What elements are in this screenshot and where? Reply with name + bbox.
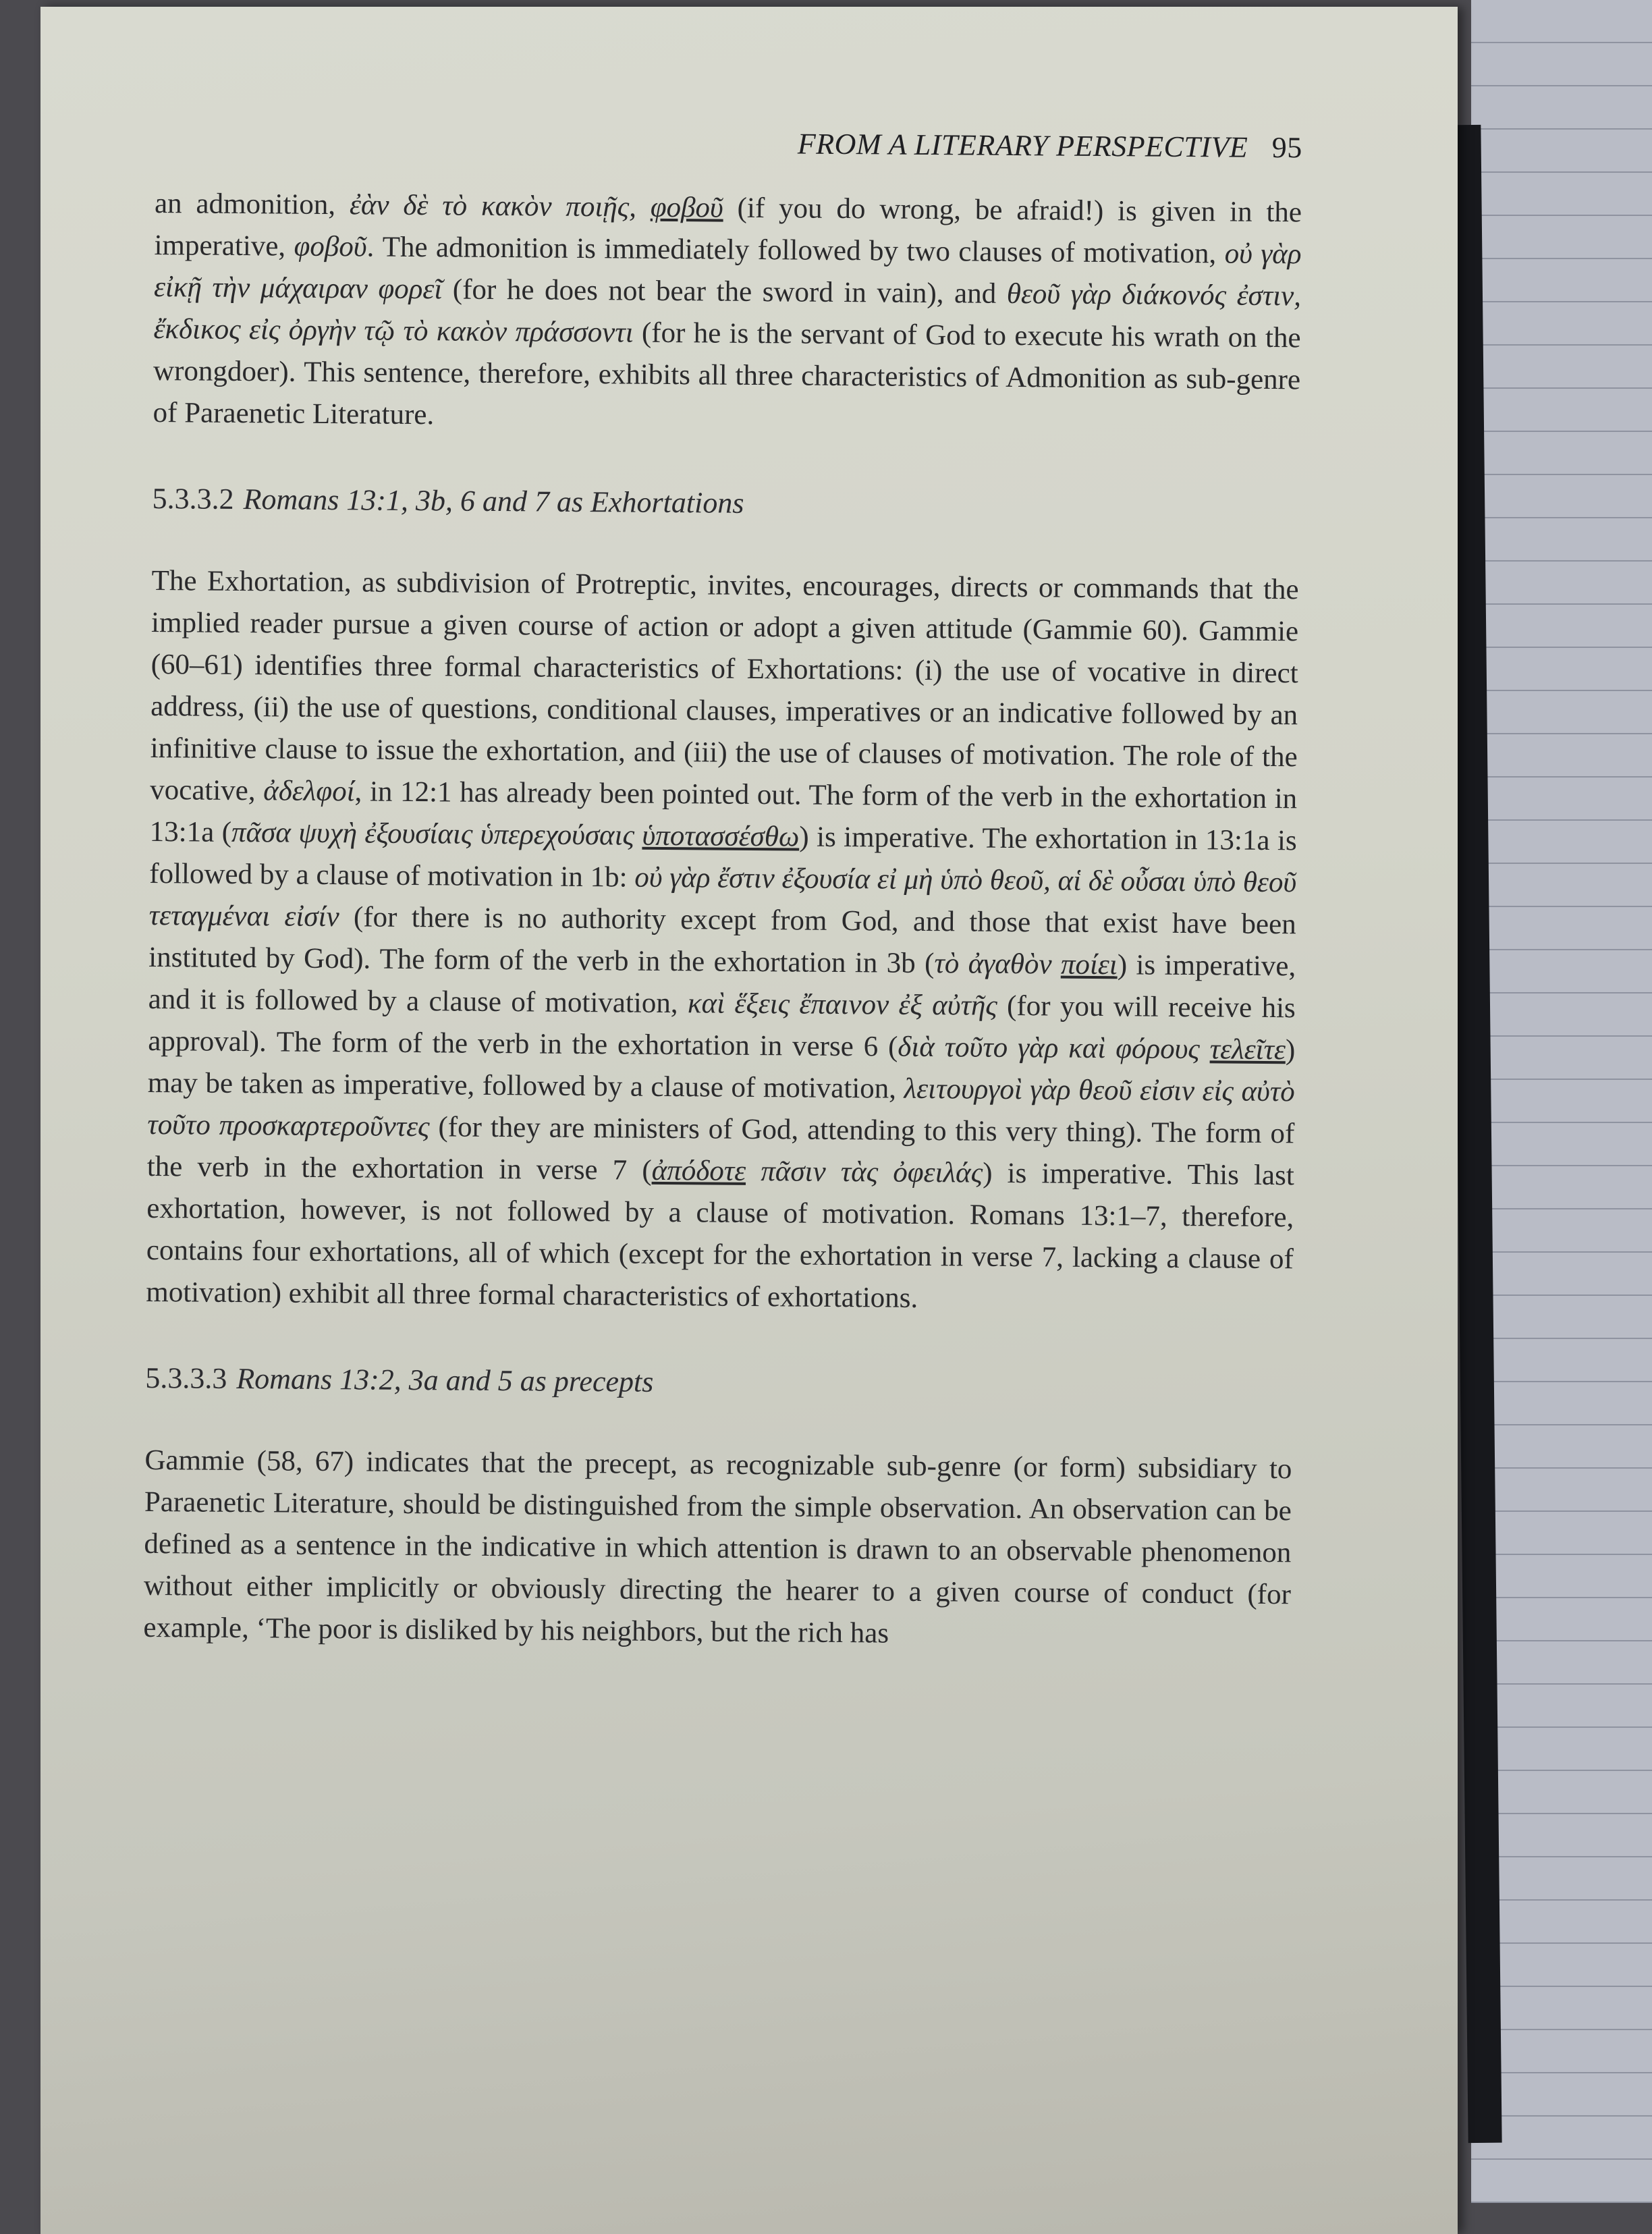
greek-text: οὐ γὰρ ἔστιν ἐξουσία εἰ μὴ ὑπὸ θεοῦ, αἱ δὲ οὖσαι ὑπὸ θεοῦ τεταγμέναι εἰσίν bbox=[148, 861, 1297, 933]
running-head bbox=[155, 121, 1302, 165]
text-run: , in 12:1 has already been pointed out. The form of the verb in the exhortation in 13:1a ( bbox=[149, 775, 1298, 848]
text-run: (for he is the servant of God to execute his wrath on the wrongdoer). This sentence, therefore, exhibits all three characteristics of Admonition as sub-genre of Paraenetic Literature. bbox=[153, 317, 1301, 431]
paragraph-precept: Gammie (58, 67) indicates that the precept, as recognizable sub-genre (or form) subsidiary to Paraenetic Literature, should be distinguished from the simple observation. An observation can be defined as a sentence in the indicative in which attention is drawn to an observable phenomenon without either implicitly or obviously directing the hearer to a given course of conduct (for example, ‘The poor is disliked by his neighbors, but the rich has bbox=[143, 1444, 1292, 1650]
greek-text-underlined: ἀπόδοτε bbox=[651, 1154, 746, 1187]
section-title: Romans 13:1, 3b, 6 and 7 as Exhortations bbox=[243, 483, 744, 520]
section-title: Romans 13:2, 3a and 5 as precepts bbox=[236, 1362, 654, 1398]
greek-text: τὸ ἀγαθὸν bbox=[934, 948, 1062, 981]
greek-text: θεοῦ γὰρ διάκονός ἐστιν, ἔκδικος εἰς ὀργὴν τῷ τὸ κακὸν πράσσοντι bbox=[153, 277, 1302, 349]
text-run: an admonition, bbox=[154, 187, 350, 221]
book-page bbox=[40, 7, 1458, 2234]
greek-text: πᾶσα ψυχὴ ἐξουσίαις ὑπερεχούσαις bbox=[231, 816, 642, 852]
paragraph-admonition bbox=[153, 183, 1302, 443]
running-head-title: FROM A LITERARY PERSPECTIVE bbox=[797, 127, 1248, 164]
page-number: 95 bbox=[1271, 130, 1302, 165]
text-run: . The admonition is immediately followed by two clauses of motivation, bbox=[366, 231, 1225, 270]
greek-text: φοβοῦ bbox=[294, 230, 367, 263]
greek-text-underlined: φοβοῦ bbox=[650, 191, 723, 224]
text-run: ) may be taken as imperative, followed by a clause of motivation, bbox=[147, 1034, 1296, 1105]
greek-text: ἀδελφοί bbox=[263, 775, 355, 808]
section-heading-exhortations bbox=[152, 481, 1299, 524]
greek-text: οὐ γὰρ εἰκῇ τὴν μάχαιραν φορεῖ bbox=[153, 238, 1302, 306]
page-content bbox=[143, 121, 1302, 1658]
text-run: The Exhortation, as subdivision of Protreptic, invites, encourages, directs or commands that the implied reader pursue a given course of action or adopt a given attitude (Gammie 60). Gammie (60–61) identifies three formal characteristics of Exhortations: (i) the use of vocative in direct address, (ii) the use of questions, conditional clauses, imperatives or an indicative followed by an infinitive clause to issue the exhortation, and (iii) the use of clauses of motivation. The role of the vocative, bbox=[150, 564, 1299, 807]
greek-text: πᾶσιν τὰς ὀφειλάς bbox=[745, 1155, 983, 1189]
text-run: (for they are ministers of God, attending to this very thing). The form of the verb in the exhortation in verse 7 ( bbox=[146, 1111, 1295, 1187]
text-run: ) is imperative, and it is followed by a clause of motivation, bbox=[148, 949, 1296, 1020]
text-run: (if you do wrong, be afraid!) is given in the imperative, bbox=[154, 192, 1302, 263]
section-heading-precepts bbox=[145, 1361, 1292, 1404]
greek-text: καὶ ἕξεις ἔπαινον ἐξ αὐτῆς bbox=[687, 987, 997, 1022]
greek-text: ἐὰν δὲ τὸ κακὸν ποιῇς, bbox=[349, 189, 651, 223]
paragraph-exhortation bbox=[146, 560, 1299, 1322]
greek-text: λειτουργοὶ γὰρ θεοῦ εἰσιν εἰς αὐτὸ τοῦτο προσκαρτεροῦντες bbox=[147, 1072, 1295, 1143]
text-run: (for there is no authority except from God, and those that exist have been instituted by God). The form of the verb in the exhortation in 3b ( bbox=[148, 901, 1296, 980]
greek-text-underlined: τελεῖτε bbox=[1209, 1033, 1286, 1066]
text-run: ) is imperative. The exhortation in 13:1a is followed by a clause of motivation in 1b: bbox=[149, 821, 1297, 894]
text-run: ) is imperative. This last exhortation, however, is not followed by a clause of motivation. Romans 13:1–7, therefore, contains four exhortations, all of which (except for the exhortation in verse 7, lacking a clause of motivation) exhibit all three formal characteristics of exhortations. bbox=[146, 1157, 1294, 1314]
greek-text-underlined: ὑποτασσέσθω bbox=[642, 819, 800, 853]
text-run: (for you will receive his approval). The form of the verb in the exhortation in verse 6 ( bbox=[148, 989, 1296, 1063]
section-number: 5.3.3.2 bbox=[152, 481, 234, 516]
section-number: 5.3.3.3 bbox=[145, 1361, 227, 1395]
greek-text: διὰ τοῦτο γὰρ καὶ φόρους bbox=[898, 1031, 1210, 1066]
text-run: (for he does not bear the sword in vain), and bbox=[442, 273, 1007, 310]
greek-text-underlined: ποίει bbox=[1060, 948, 1118, 981]
